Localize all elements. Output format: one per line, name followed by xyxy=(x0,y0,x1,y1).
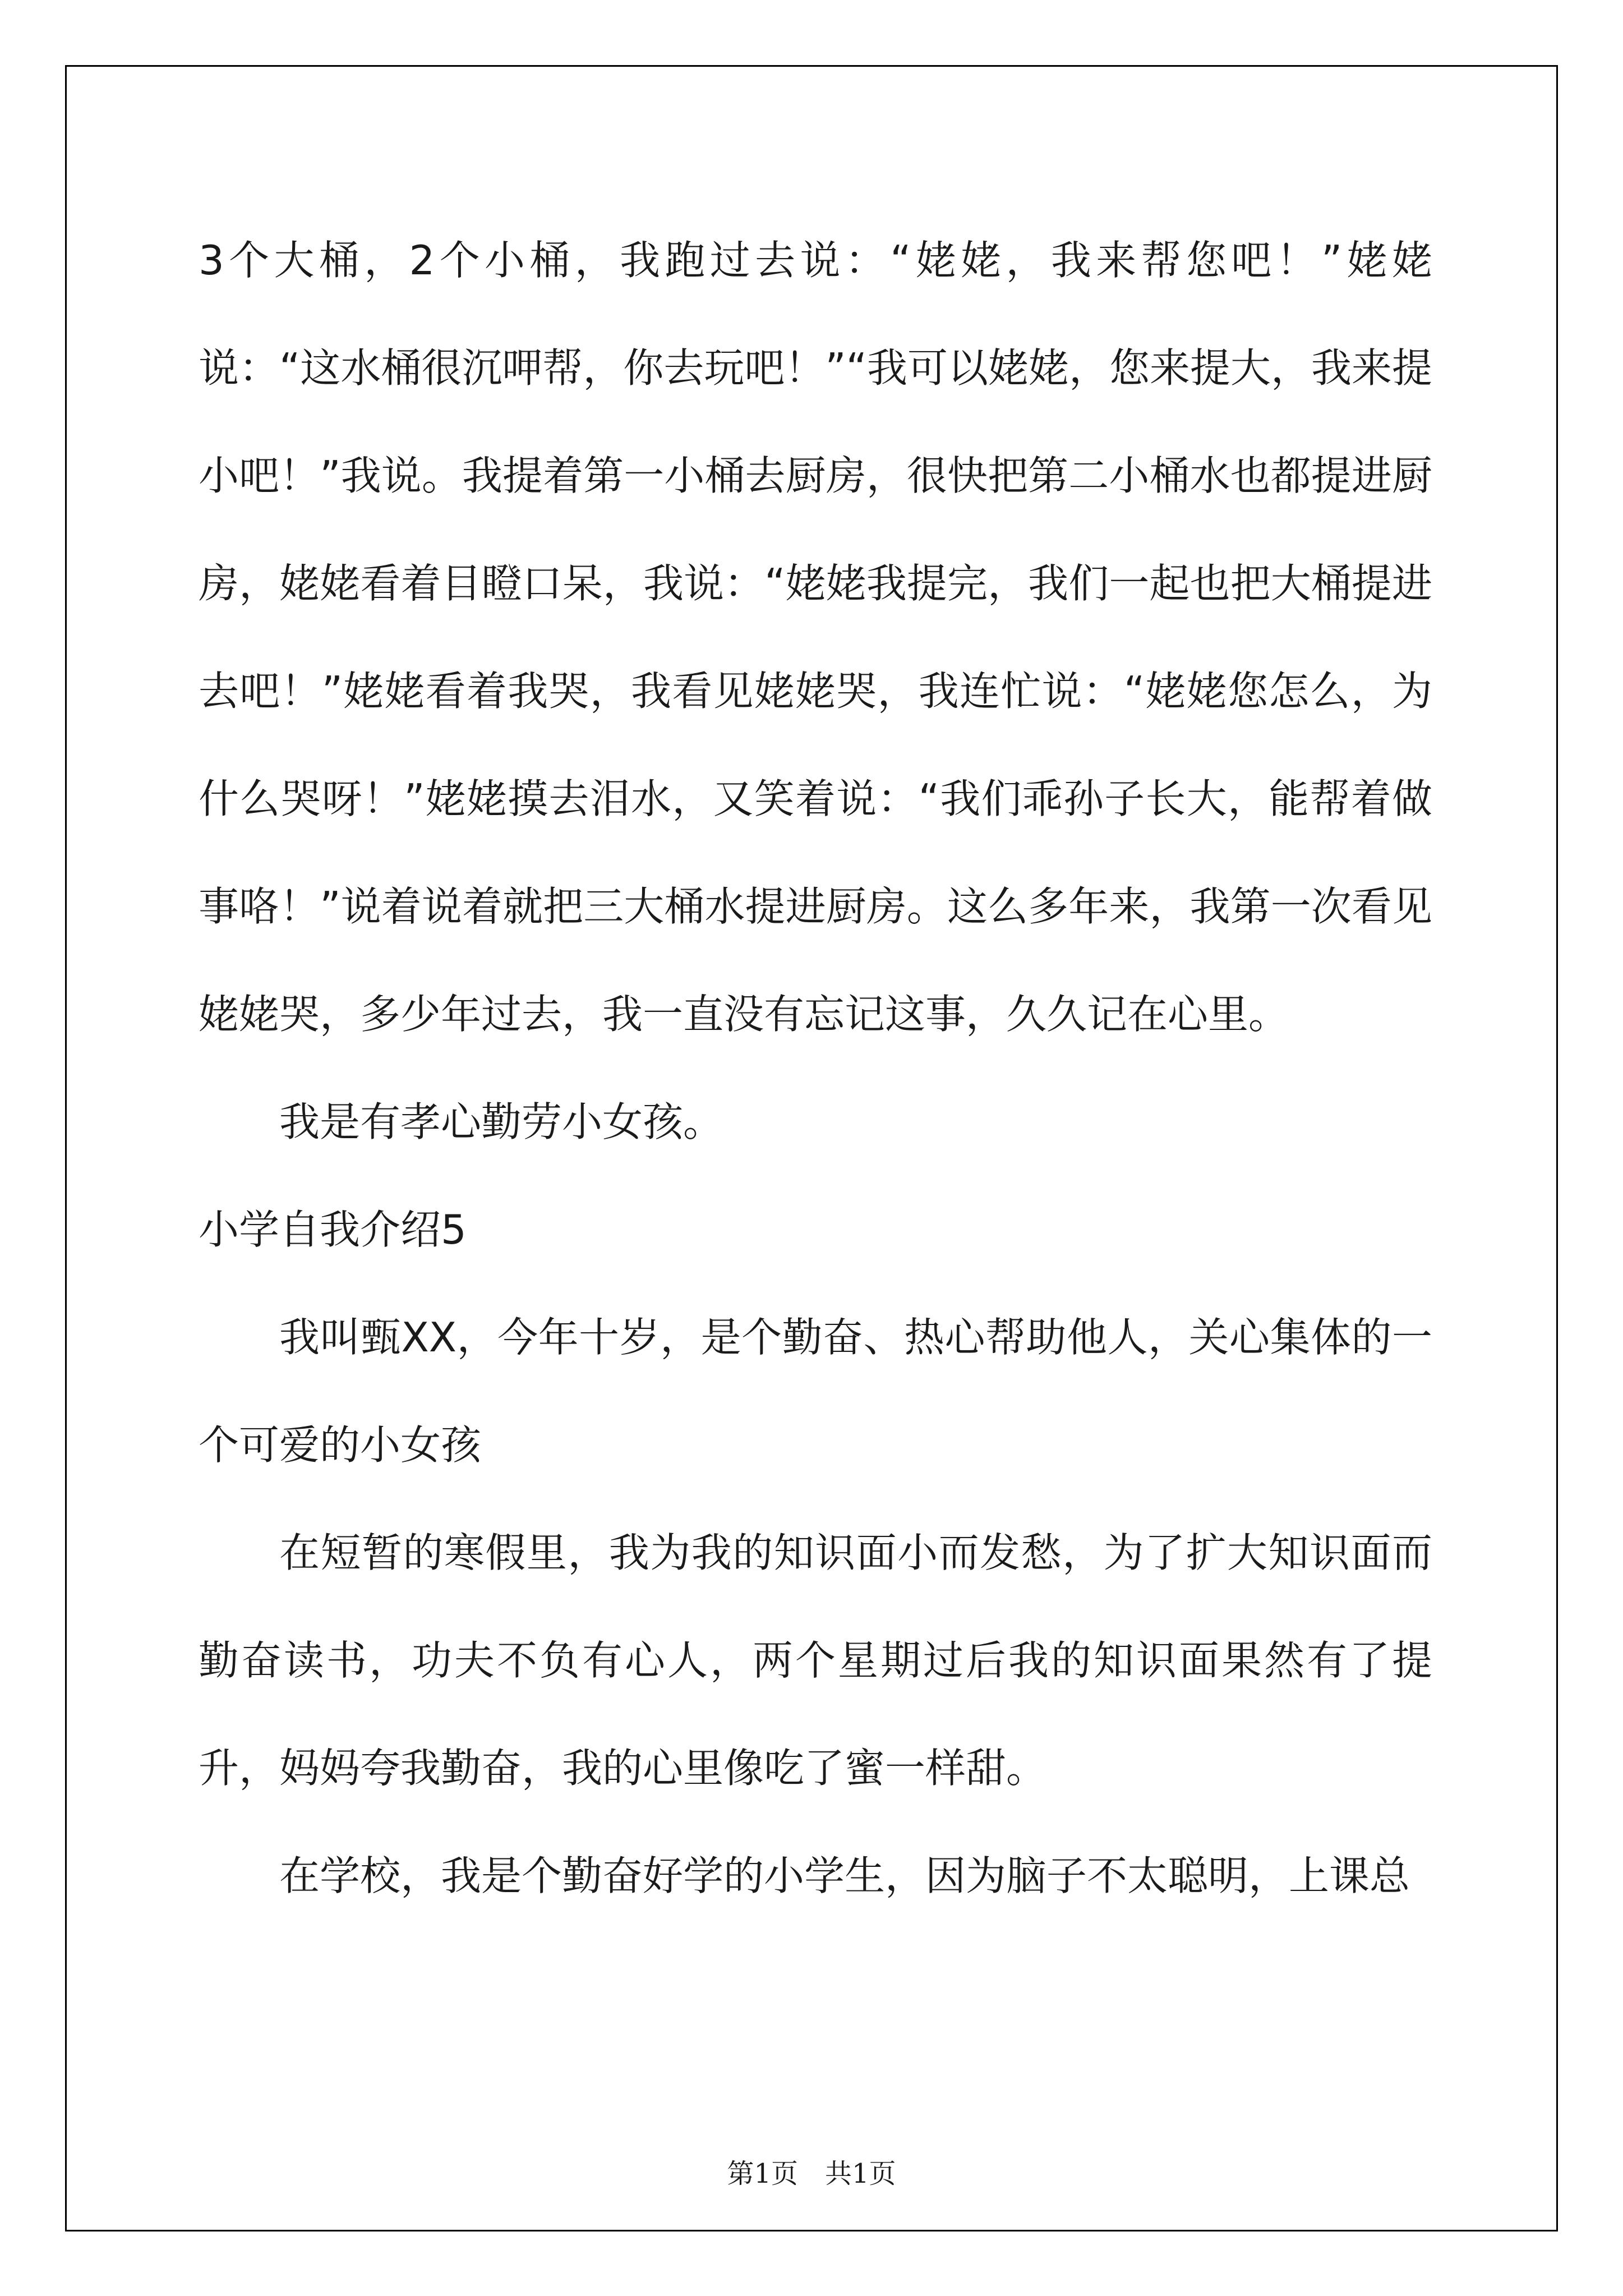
page-footer: 第1页 共1页 xyxy=(727,2158,896,2189)
paragraph-school: 在学校，我是个勤奋好学的小学生，因为脑子不太聪明，上课总 xyxy=(279,1852,1410,1899)
section-heading: 小学自我介绍5 xyxy=(199,1206,467,1253)
paragraph-conclusion: 我是有孝心勤劳小女孩。 xyxy=(279,1098,724,1145)
paragraph-continuation: 3个大桶，2个小桶，我跑过去说：“姥姥，我来帮您吧！”姥姥说：“这水桶很沉呷帮，你去玩吧！”“我可以姥姥，您来提大，我来提小吧！”我说。我提着第一小桶去厨房，很快把第二小桶水也都提进厨房，姥姥看着目瞪口呆，我说：“姥姥我提完，我们一起也把大桶提进去吧！”姥姥看着我哭，我看见姥姥哭，我连忙说：“姥姥您怎么，为什么哭呀！”姥姥摸去泪水，又笑着说：“我们乖孙子长大，能帮着做事咯！”说着说着就把三大桶水提进厨房。这么多年来，我第一次看见姥姥哭，多少年过去，我一直没有忘记这事，久久记在心里。 xyxy=(199,237,1432,1038)
paragraph-winter-vacation: 在短暂的寒假里，我为我的知识面小而发愁，为了扩大知识面而勤奋读书，功夫不负有心人，两个星期过后我的知识面果然有了提升，妈妈夸我勤奋，我的心里像吃了蜜一样甜。 xyxy=(199,1529,1432,1792)
paragraph-intro: 我叫甄XX，今年十岁，是个勤奋、热心帮助他人，关心集体的一个可爱的小女孩 xyxy=(199,1314,1432,1469)
document-body xyxy=(199,206,1432,1930)
